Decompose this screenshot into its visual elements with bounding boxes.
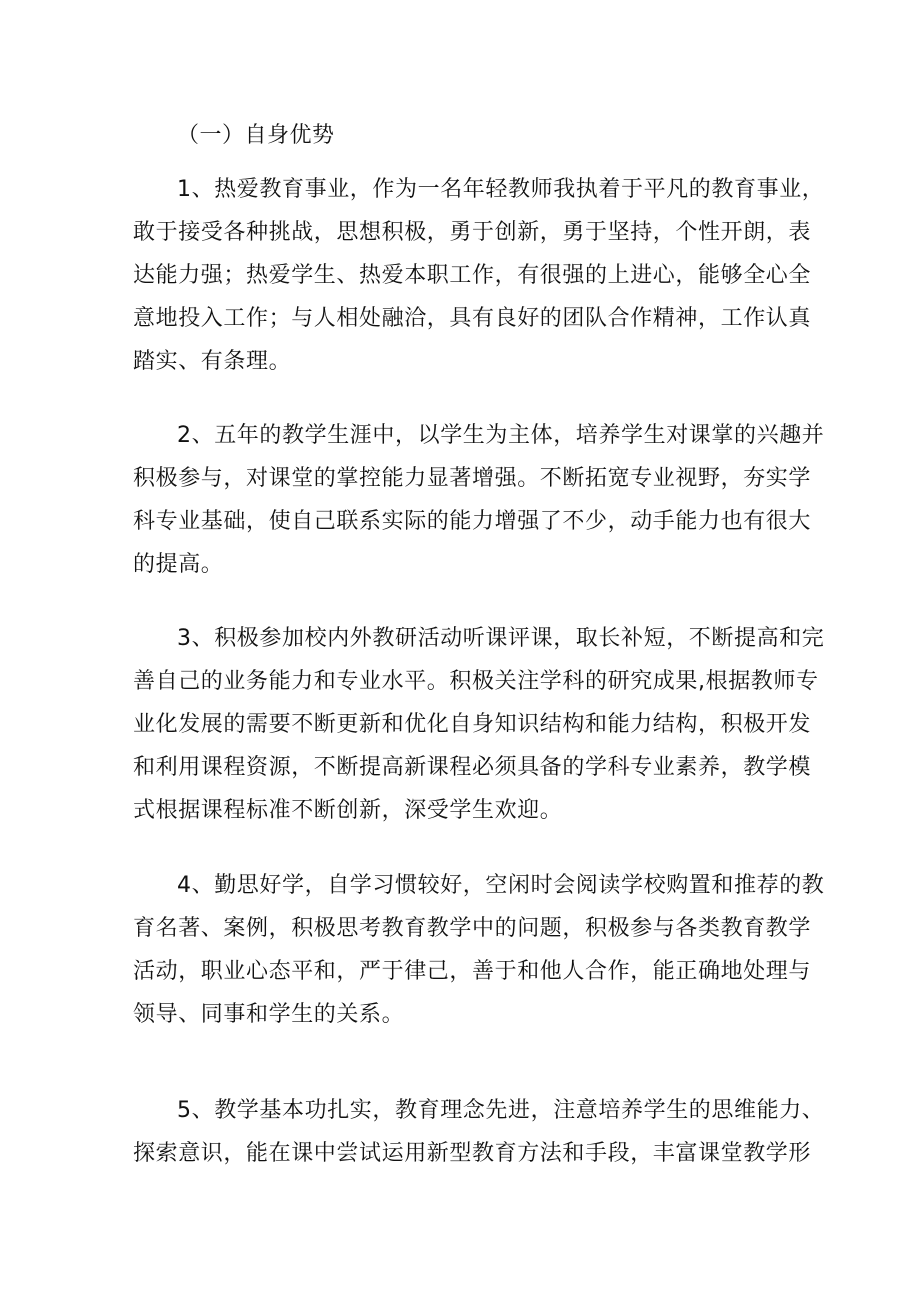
paragraph-line: 敢于接受各种挑战，思想积极，勇于创新，勇于坚持，个性开朗，表 <box>133 220 812 245</box>
paragraph-line: 达能力强；热爱学生、热爱本职工作，有很强的上进心，能够全心全 <box>133 263 812 288</box>
paragraph-line: 踏实、有条理。 <box>133 349 292 374</box>
paragraph-line: 和利用课程资源，不断提高新课程必须具备的学科专业素养，教学模 <box>133 755 812 780</box>
paragraph-line: 式根据课程标准不断创新，深受学生欢迎。 <box>133 798 563 823</box>
paragraph-line: 4、勤思好学，自学习惯较好，空闲时会阅读学校购置和推荐的教 <box>177 873 825 898</box>
paragraph-line: 善自己的业务能力和专业水平。积极关注学科的研究成果,根据教师专 <box>133 669 819 694</box>
paragraph-line: 探索意识，能在课中尝试运用新型教育方法和手段，丰富课堂教学形 <box>133 1141 812 1166</box>
paragraph-line: 的提高。 <box>133 552 224 577</box>
paragraph-1 <box>133 168 825 383</box>
paragraph-line: 3、积极参加校内外教研活动听课评课，取长补短，不断提高和完 <box>177 626 825 651</box>
paragraph-line: 业化发展的需要不断更新和优化自身知识结构和能力结构，积极开发 <box>133 712 812 737</box>
paragraph-line: 科专业基础，使自己联系实际的能力增强了不少，动手能力也有很大 <box>133 509 812 534</box>
paragraph-line: 1、热爱教育事业，作为一名年轻教师我执着于平凡的教育事业， <box>177 177 825 202</box>
paragraph-line: 育名著、案例，积极思考教育教学中的问题，积极参与各类教育教学 <box>133 916 812 941</box>
paragraph-line: 积极参与，对课堂的掌控能力显著增强。不断拓宽专业视野，夯实学 <box>133 466 812 491</box>
paragraph-line: 2、五年的教学生涯中，以学生为主体，培养学生对课掌的兴趣并 <box>177 423 825 448</box>
section-heading: （一）自身优势 <box>177 123 335 148</box>
paragraph-2 <box>133 414 825 586</box>
paragraph-line: 5、教学基本功扎实，教育理念先进，注意培养学生的思维能力、 <box>177 1098 825 1123</box>
paragraph-4 <box>133 864 825 1036</box>
paragraph-line: 领导、同事和学生的关系。 <box>133 1002 405 1027</box>
paragraph-line: 活动，职业心态平和，严于律己，善于和他人合作，能正确地处理与 <box>133 959 812 984</box>
paragraph-5 <box>133 1089 825 1175</box>
paragraph-3 <box>133 617 825 832</box>
paragraph-line: 意地投入工作；与人相处融洽，具有良好的团队合作精神，工作认真 <box>133 306 812 331</box>
